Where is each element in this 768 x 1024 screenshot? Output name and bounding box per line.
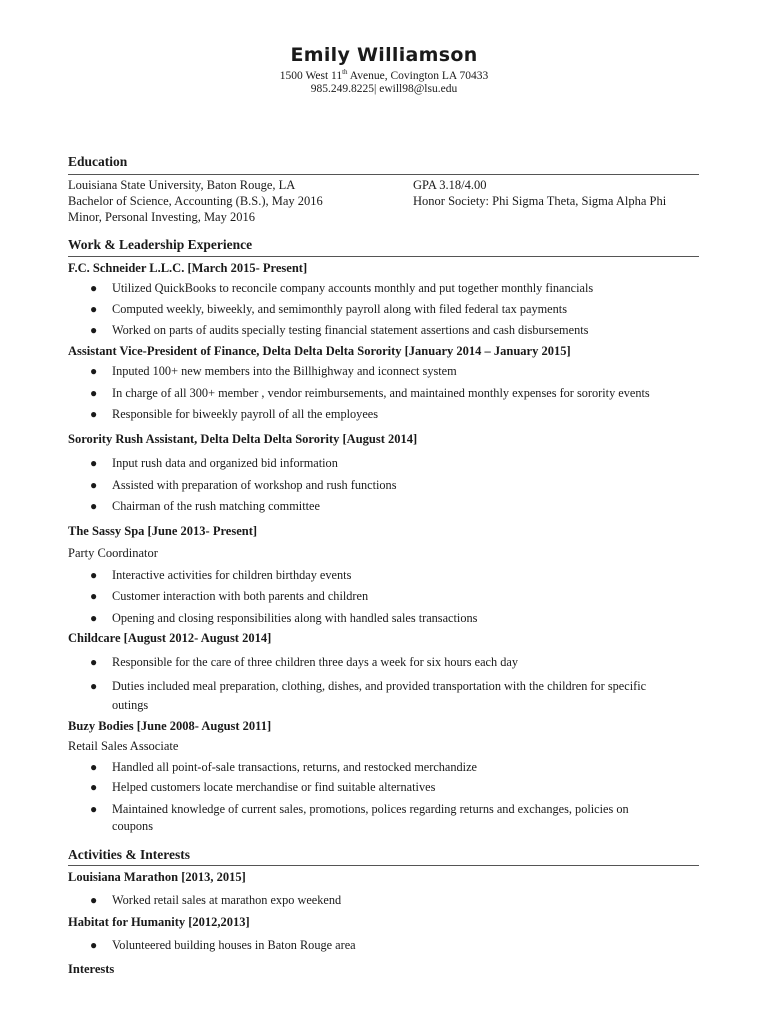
bullet-icon: ● xyxy=(90,938,98,952)
education-degree: Bachelor of Science, Accounting (B.S.), May 2016 xyxy=(68,194,323,208)
education-heading xyxy=(68,154,699,175)
education-title: Education xyxy=(68,154,128,169)
bullet-icon: ● xyxy=(90,679,98,693)
job-heading: Childcare [August 2012- August 2014] xyxy=(68,631,272,645)
bullet-icon: ● xyxy=(90,456,98,470)
activity-heading: Louisiana Marathon [2013, 2015] xyxy=(68,870,246,884)
interests-heading: Interests xyxy=(68,962,115,976)
address-sup: th xyxy=(342,68,348,76)
list-item: ● Opening and closing responsibilities along with handled sales transactions xyxy=(90,611,478,625)
work-heading xyxy=(68,237,699,257)
list-item-continuation: coupons xyxy=(112,819,153,833)
bullet-icon: ● xyxy=(90,589,98,603)
bullet-icon: ● xyxy=(90,364,98,378)
address-pre: 1500 West 11 xyxy=(279,69,343,82)
bullet-icon: ● xyxy=(90,499,98,513)
work-title: Work & Leadership Experience xyxy=(68,237,253,252)
list-item: ● Responsible for the care of three children three days a week for six hours each day xyxy=(90,655,518,669)
education-gpa: GPA 3.18/4.00 xyxy=(413,178,487,192)
list-item: ● Assisted with preparation of workshop and rush functions xyxy=(90,478,397,492)
list-item: ● Duties included meal preparation, clothing, dishes, and provided transportation with the children for specific xyxy=(90,679,647,693)
job-role: Retail Sales Associate xyxy=(68,739,179,753)
bullet-icon: ● xyxy=(90,323,98,337)
bullet-icon: ● xyxy=(90,780,98,794)
candidate-name: Emily Williamson xyxy=(290,44,478,66)
list-item: ● Handled all point-of-sale transactions, returns, and restocked merchandize xyxy=(90,760,478,774)
list-item: ● Utilized QuickBooks to reconcile company accounts monthly and put together monthly financials xyxy=(90,281,594,295)
activity-heading: Habitat for Humanity [2012,2013] xyxy=(68,915,250,929)
list-item: ● Worked retail sales at marathon expo weekend xyxy=(90,893,342,907)
job-heading: Sorority Rush Assistant, Delta Delta Delta Sorority [August 2014] xyxy=(68,432,418,446)
list-item: ● Volunteered building houses in Baton Rouge area xyxy=(90,938,356,952)
list-item: ● Responsible for biweekly payroll of all the employees xyxy=(90,407,379,421)
list-item: ● Input rush data and organized bid information xyxy=(90,456,338,470)
bullet-icon: ● xyxy=(90,568,98,582)
bullet-icon: ● xyxy=(90,407,98,421)
bullet-icon: ● xyxy=(90,611,98,625)
list-item: ● Computed weekly, biweekly, and semimonthly payroll along with filed federal tax payments xyxy=(90,302,567,316)
bullet-icon: ● xyxy=(90,893,98,907)
education-school: Louisiana State University, Baton Rouge, LA xyxy=(68,178,296,192)
education-minor: Minor, Personal Investing, May 2016 xyxy=(68,210,255,224)
list-item: ● Helped customers locate merchandise or find suitable alternatives xyxy=(90,780,436,794)
activities-heading xyxy=(68,847,699,866)
address-post: Avenue, Covington LA 70433 xyxy=(347,69,489,82)
job-heading: The Sassy Spa [June 2013- Present] xyxy=(68,524,258,538)
phone-email: 985.249.8225| ewill98@lsu.edu xyxy=(310,83,458,95)
address xyxy=(0,68,768,82)
list-item: ● Maintained knowledge of current sales, promotions, polices regarding returns and exchanges, policies on xyxy=(90,802,629,816)
job-heading: F.C. Schneider L.L.C. [March 2015- Present] xyxy=(68,261,308,275)
list-item: ● Chairman of the rush matching committee xyxy=(90,499,320,513)
bullet-icon: ● xyxy=(90,302,98,316)
list-item-continuation: outings xyxy=(112,698,149,712)
education-honor: Honor Society: Phi Sigma Theta, Sigma Alpha Phi xyxy=(413,194,667,208)
job-role: Party Coordinator xyxy=(68,546,158,560)
list-item: ● Worked on parts of audits specially testing financial statement assertions and cash disbursements xyxy=(90,323,589,337)
bullet-icon: ● xyxy=(90,386,98,400)
list-item: ● In charge of all 300+ member , vendor reimbursements, and maintained monthly expenses for sorority events xyxy=(90,386,650,400)
bullet-icon: ● xyxy=(90,802,98,816)
job-heading: Buzy Bodies [June 2008- August 2011] xyxy=(68,719,272,733)
bullet-icon: ● xyxy=(90,760,98,774)
bullet-icon: ● xyxy=(90,655,98,669)
list-item: ● Inputed 100+ new members into the Billhighway and iconnect system xyxy=(90,364,457,378)
list-item: ● Customer interaction with both parents and children xyxy=(90,589,369,603)
activities-title: Activities & Interests xyxy=(68,847,190,862)
bullet-icon: ● xyxy=(90,281,98,295)
bullet-icon: ● xyxy=(90,478,98,492)
list-item: ● Interactive activities for children birthday events xyxy=(90,568,352,582)
job-heading: Assistant Vice-President of Finance, Delta Delta Delta Sorority [January 2014 – January 2015] xyxy=(68,344,571,358)
